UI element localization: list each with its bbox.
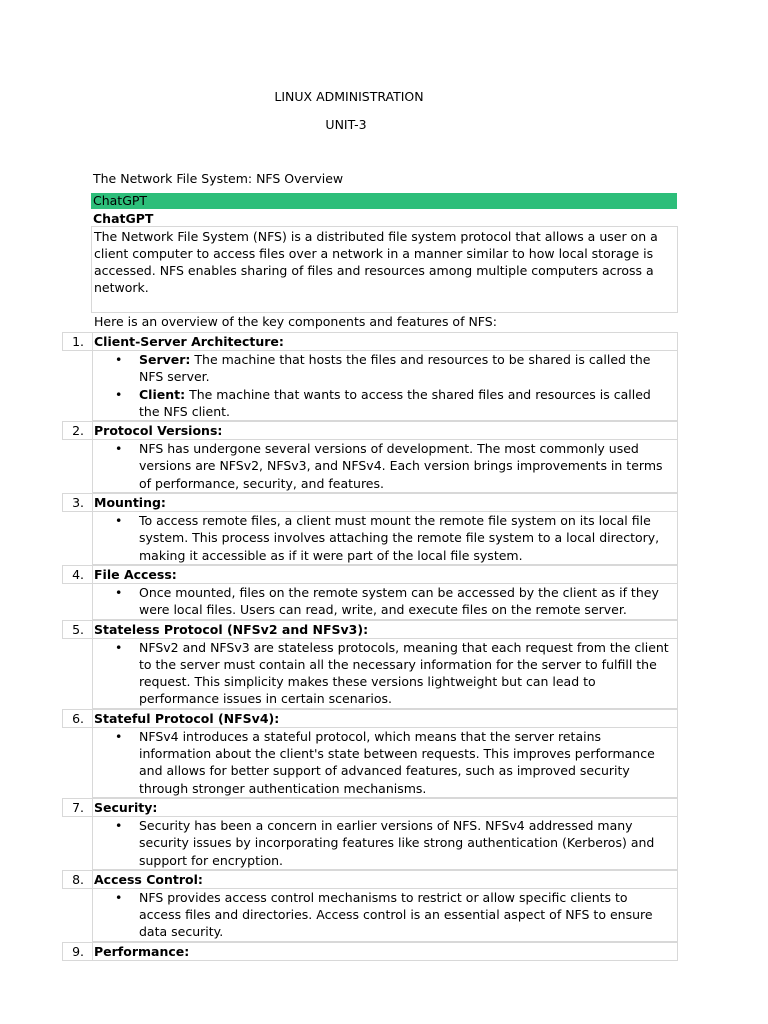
bullet-item [93,639,677,708]
bullet-dot-icon: • [115,728,123,744]
bullet-list [92,440,678,493]
intro-paragraph: The Network File System (NFS) is a distributed file system protocol that allows a user on a client computer to access files over a network in a manner similar to how local storage is accessed. NFS enables sharing of files and resources among multiple computers across a network. [94,229,658,295]
bullet-item [93,386,677,421]
section-list [62,332,678,961]
bullet-body: Once mounted, files on the remote system can be accessed by the client as if they were local files. Users can read, write, and execute files on the remote server. [139,584,659,618]
bullet-item [93,584,677,619]
intro-paragraph: Here is an overview of the key components and features of NFS: [94,314,497,329]
bullet-body: NFS provides access control mechanisms to restrict or allow specific clients to access files and directories. Access control is an essential aspect of NFS to ensure data security. [139,889,653,940]
section-header [62,870,678,889]
bullet-dot-icon: • [115,441,123,457]
bullet-body: Security has been a concern in earlier versions of NFS. NFSv4 addressed many security issues by incorporating features like strong authentication (Kerberos) and support for encryption. [139,817,655,868]
section-number: 9. [62,942,92,961]
bullet-item [93,440,677,492]
unit-title: UNIT-3 [325,117,367,132]
section-title: Security: [92,798,678,817]
bullet-dot-icon: • [115,817,123,833]
bullet-body: NFSv4 introduces a stateful protocol, which means that the server retains information about the client's state between requests. This improves performance and allows for better support of advanced features, such as improved security through stronger authentication mechanisms. [139,728,655,796]
bullet-dot-icon: • [115,584,123,600]
section-header [62,493,678,512]
section-number: 8. [62,870,92,889]
bullet-text [139,728,677,797]
section-title: Stateful Protocol (NFSv4): [92,709,678,728]
bullet-body: The machine that hosts the files and resources to be shared is called the NFS server. [139,352,651,385]
section-header [62,620,678,639]
bullet-term: Client: [139,386,186,402]
section-number: 7. [62,798,92,817]
section-title: Client-Server Architecture: [92,332,678,351]
bullet-item [93,889,677,941]
bullet-dot-icon: • [115,386,123,402]
bullet-text [139,584,677,619]
author-label: ChatGPT [93,211,154,226]
bullet-term: Server: [139,352,191,367]
section-number: 3. [62,493,92,512]
bullet-text [139,817,677,869]
topic-heading: The Network File System: NFS Overview [93,171,344,186]
intro-box [91,226,678,329]
section-title: Stateless Protocol (NFSv2 and NFSv3): [92,620,678,639]
bullet-list [92,584,678,620]
bullet-body: To access remote files, a client must mount the remote file system on its local file system. This process involves attaching the remote file system to a local directory, making it accessible as if it were part of the local file system. [139,513,660,563]
bullet-body: NFSv2 and NFSv3 are stateless protocols, meaning that each request from the client to the server must contain all the necessary information for the server to fulfill the request. This simplicity makes these versions lightweight but can lead to performance issues in certain scenarios. [139,639,669,707]
section-number: 4. [62,565,92,584]
bullet-text [139,386,677,421]
bullet-dot-icon: • [115,889,123,905]
section-header [62,421,678,440]
bullet-text [139,639,677,708]
section-title: Access Control: [92,870,678,889]
bullet-body: The machine that wants to access the shared files and resources is called the NFS client. [139,386,651,419]
section-number: 1. [62,332,92,351]
bullet-list [92,817,678,870]
chatgpt-banner: ChatGPT [91,193,677,209]
bullet-list [92,351,678,421]
section-header [62,565,678,584]
section-header [62,798,678,817]
section-title: File Access: [92,565,678,584]
course-title: LINUX ADMINISTRATION [274,89,424,104]
bullet-list [92,889,678,942]
section-title: Protocol Versions: [92,421,678,440]
section-header [62,942,678,961]
bullet-dot-icon: • [115,513,123,529]
section-number: 6. [62,709,92,728]
section-header [62,709,678,728]
bullet-dot-icon: • [115,352,123,367]
bullet-item [93,351,677,386]
section-number: 5. [62,620,92,639]
bullet-text [139,351,677,386]
bullet-body: NFS has undergone several versions of development. The most commonly used versions are NFSv2, NFSv3, and NFSv4. Each version brings improvements in terms of performance, security, and features. [139,441,663,491]
bullet-text [139,512,677,564]
bullet-text [139,440,677,492]
bullet-item [93,512,677,564]
bullet-text [139,889,677,941]
bullet-item [93,817,677,869]
bullet-list [92,639,678,709]
bullet-list [92,728,678,798]
section-title: Performance: [92,942,678,961]
bullet-item [93,728,677,797]
section-title: Mounting: [92,493,678,512]
section-header [62,332,678,351]
bullet-dot-icon: • [115,639,123,655]
section-number: 2. [62,421,92,440]
bullet-list [92,512,678,565]
